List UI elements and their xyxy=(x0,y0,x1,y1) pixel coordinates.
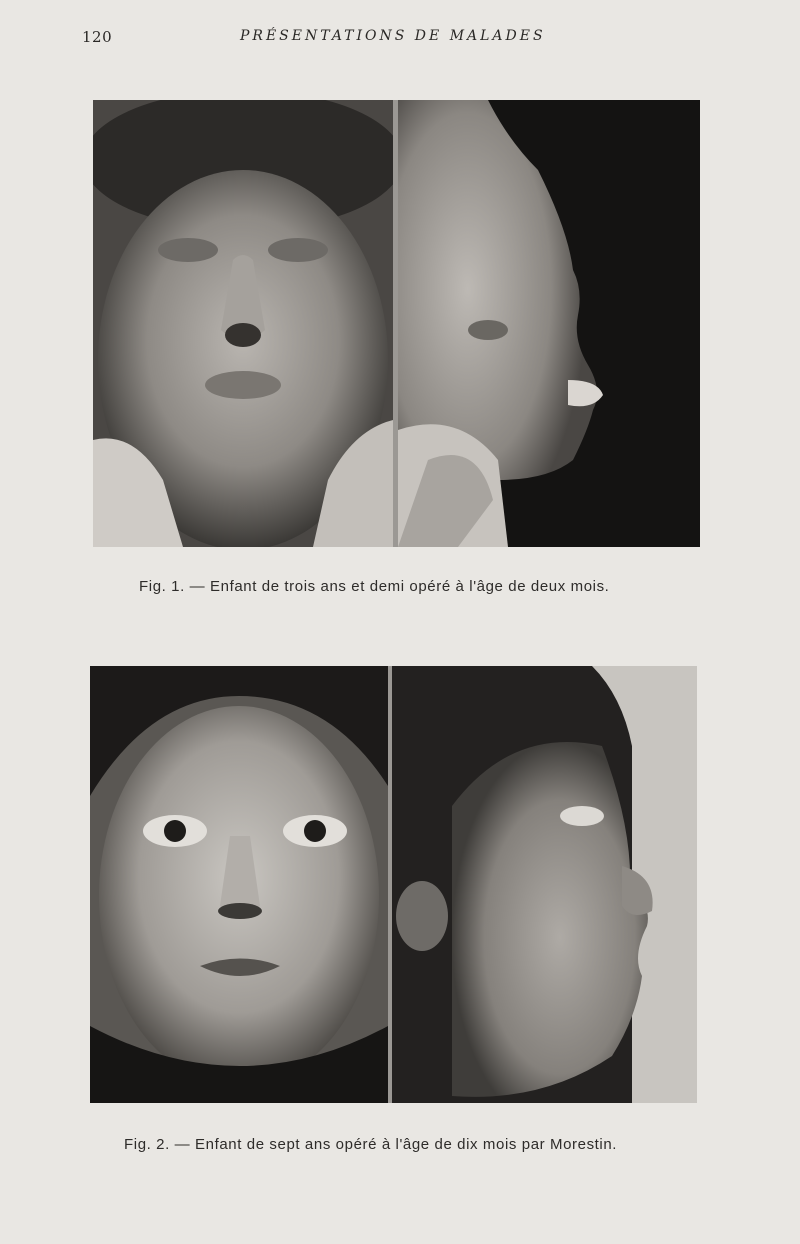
figure-1-caption xyxy=(139,578,609,595)
running-header: PRÉSENTATIONS DE MALADES xyxy=(240,28,546,44)
figure-1-front-photo xyxy=(93,100,393,547)
figure-2-caption xyxy=(124,1136,617,1153)
figure-2-text: — Enfant de sept ans opéré à l'âge de dix mois par Morestin. xyxy=(169,1136,618,1153)
figure-2-profile-photo xyxy=(392,666,697,1103)
page-number: 120 xyxy=(82,28,113,46)
figure-1-label: Fig. 1. xyxy=(139,578,185,595)
figure-2-front-photo xyxy=(90,666,388,1103)
figure-2-label: Fig. 2. xyxy=(124,1136,170,1153)
figure-1-text: — Enfant de trois ans et demi opéré à l'âge de deux mois. xyxy=(184,578,610,595)
figure-1-profile-photo xyxy=(398,100,700,547)
